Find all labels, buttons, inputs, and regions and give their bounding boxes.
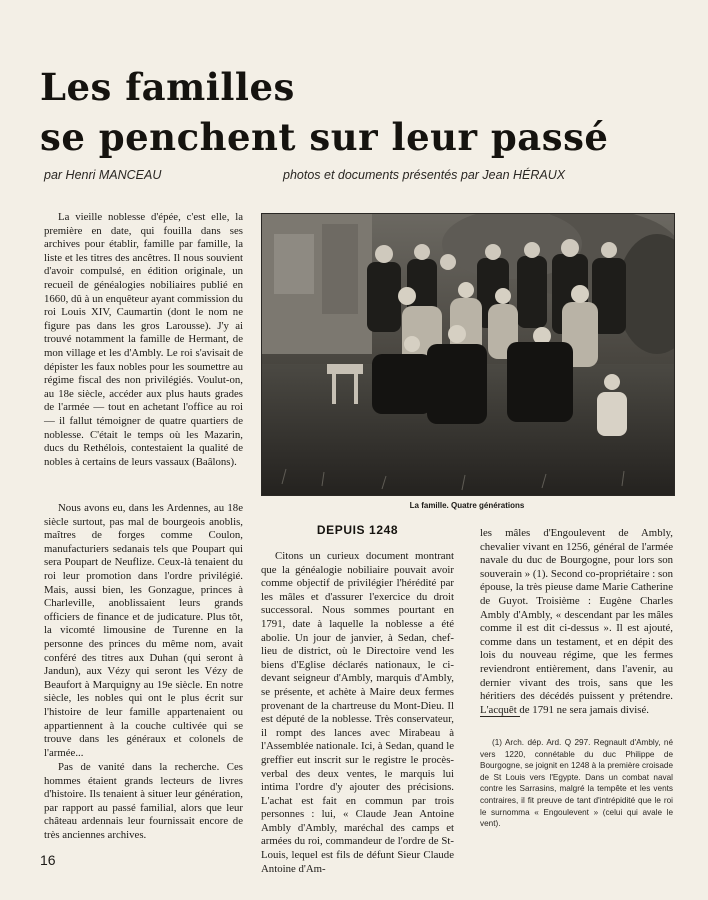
right-column [480, 527, 673, 717]
left-paragraph-1: La vieille noblesse d'épée, c'est elle, la première en date, qui fouilla dans ses archives pour établir, famille par famille, la liste et les titres des ancêtres. Il nous souvient d'avoir compulsé, en édition originale, un recueil de généalogies nobiliaires publié en 1660, dû à un enquêteur ayant commission du roi Louis XIV, Caumartin (dont le nom ne figure pas dans les gros Larousse). J'y ai trouvé notamment la famille de Hermant, de mon village et les d'Ambly. Le roi s'avisait de dépister les faux nobles pour les soumettre au régime fiscal des non privilégiés. Voulut-on, au 18e siècle, accéder aux plus hauts grades de l'armée — tout en achetant l'office au roi — il fallut témoigner de quatre quartiers de noblesse. C'était le temps où les Mazarin, ducs du Rethélois, contestaient la qualité de nobles à certains de leurs vassaux (Baâlons). [44, 211, 243, 468]
left-paragraph-2: Nous avons eu, dans les Ardennes, au 18e siècle surtout, pas mal de bourgeois anoblis, maîtres de forges comme Coulon, manufacturiers sedanais tels que Poupart qui sera Poupart de Neuflize. Ceux-là tenaient du roi leur promotion dans l'ordre privilégié. Mais, aussi bien, les Gonzague, princes à Charleville, anoblissaient leurs grands officiers de finance et de judicature. Plus tôt, la vicomté limousine de Turenne en la personne des princes du même nom, avait conféré des titres aux Duhan (qui seront à Jandun), aux Vézy qui seront les Vézy de Beaufort à Marquigny au 19e siècle. En notre siècle, les nobles qui ont le plus écrit sur l'histoire de leur famille appartenaient ou appartiennent à la couche cultivée qui se trouve dans les généraux et colonels de l'armée... [44, 502, 243, 759]
footnote-rule [480, 716, 520, 717]
middle-column [261, 550, 454, 876]
left-paragraph-3: Pas de vanité dans la recherche. Ces hommes étaient grands lecteurs de livres d'histoire. Ils tenaient à situer leur génération, par rapport au passé familial, alors que leur château ardennais leur fournissait encore de très anciennes archives. [44, 761, 243, 841]
author-byline: par Henri MANCEAU [44, 168, 162, 182]
left-column-2 [44, 502, 243, 760]
middle-paragraph-1: Citons un curieux document montrant que la généalogie nobiliaire pouvait avoir comme objectif de privilégier l'hérédité par les mâles et d'assurer l'exercice du droit successoral. Nous sommes pourtant en 1791, date à laquelle la noblesse a été abolie. Un jour de janvier, à Sedan, chef-lieu de district, où le Directoire vend les biens d'Eglise déclarés nationaux, le ci-devant seigneur d'Ambly, marquis d'Ambly, se présente, et achète à Maire deux fermes provenant de la chartreuse du Mont-Dieu. Il est député de la noblesse. Très conservateur, il rompt des lances avec Mirabeau à l'Assemblée nationale. Ici, à Sedan, quand le greffier eut inscrit sur le registre le procès-verbal des deux ventes, le marquis lui intima l'ordre d'y ajouter des précisions. L'achat est fait en commun par trois personnes : lui, « Claude Jean Antoine Ambly d'Ambly, maréchal des camps et armées du roi, commandeur de l'ordre de St-Louis, lequel est fils de défunt Sieur Claude Antoine d'Am- [261, 550, 454, 875]
left-column [44, 211, 243, 469]
footnote [480, 737, 673, 830]
family-photo-illustration [262, 214, 674, 495]
section-heading: DEPUIS 1248 [316, 523, 399, 537]
page-number: 16 [40, 852, 56, 868]
right-paragraph-1: les mâles d'Engoulevent de Ambly, chevalier vivant en 1256, général de l'armée navale du duc de Bourgogne, pour lors son souverain » (1). Second co-propriétaire : son épouse, la très pieuse dame Marie Catherine de Guyot. Troisième : Eugène Charles Ambly d'Ambly, « descendant par les mâles comme il est dit ci-dessus ». Il est ajouté, comme dans un testament, et en dépit des lois du nouveau régime, que les fermes reviendront entièrement, dans l'avenir, au dernier vivant des trois, sans que les héritiers des décédés puissent y prétendre. L'acquêt de 1791 ne sera jamais divisé. [480, 527, 673, 716]
footnote-text: (1) Arch. dép. Ard. Q 297. Regnault d'Ambly, né vers 1220, connétable du duc Philippe de Bourgogne, se joignit en 1248 à la première croisade de St Louis vers l'Egypte. Dans un combat naval contre les Sarrasins, malgré la tempête et les vents contraires, il fit preuve de tant d'intrépidité que le roi le surnomma « Engoulevent » (celui qui avale le vent). [480, 738, 673, 829]
headline-line-2: se penchent sur leur passé [40, 115, 609, 159]
left-column-3 [44, 761, 243, 843]
headline-line-1: Les familles [40, 65, 295, 109]
photo-caption: La famille. Quatre générations [409, 501, 525, 510]
article-headline [40, 62, 640, 162]
photo-credit-byline: photos et documents présentés par Jean HÉRAUX [283, 168, 566, 182]
family-photograph [261, 213, 675, 496]
